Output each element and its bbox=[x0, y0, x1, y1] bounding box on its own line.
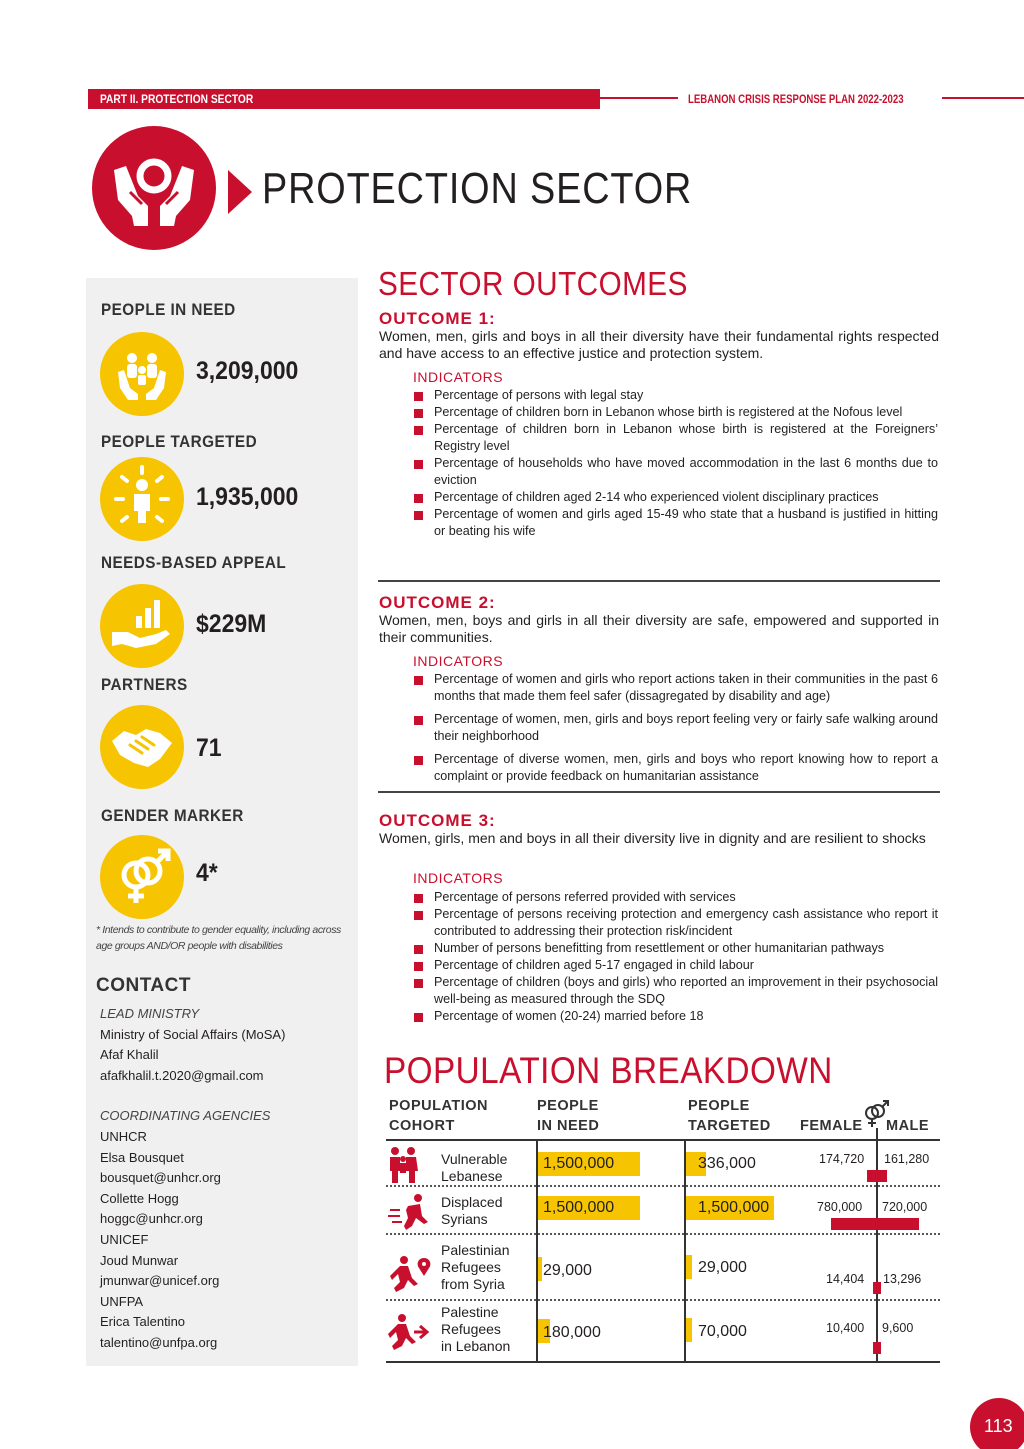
gender-marker-footnote bbox=[96, 922, 351, 954]
indicator-item: Number of persons benefitting from resettlement or other humanitarian pathways bbox=[413, 940, 938, 957]
in-need-value: 1,500,000 bbox=[543, 1199, 615, 1216]
header-divider bbox=[942, 97, 1024, 99]
row-separator bbox=[386, 1185, 940, 1187]
header-line: POPULATION bbox=[389, 1098, 488, 1114]
stat-value-people-targeted: 1,935,000 bbox=[196, 483, 299, 511]
outcome-divider bbox=[378, 580, 940, 582]
header-line: PEOPLE bbox=[537, 1098, 599, 1114]
targeted-bar bbox=[686, 1255, 692, 1279]
in-need-value: 1,500,000 bbox=[543, 1155, 615, 1172]
contact-title: CONTACT bbox=[96, 975, 191, 996]
in-need-value: 29,000 bbox=[543, 1262, 592, 1279]
cohort-line: Refugees bbox=[441, 1321, 501, 1337]
protection-hands-icon bbox=[92, 126, 216, 250]
cohort-line: from Syria bbox=[441, 1276, 505, 1292]
stat-value-needs-based-appeal: $229M bbox=[196, 610, 267, 638]
male-bar bbox=[877, 1218, 919, 1230]
indicator-item: Percentage of women (20-24) married before 18 bbox=[413, 1008, 938, 1025]
contact-email[interactable]: hoggc@unhcr.org bbox=[100, 1211, 203, 1227]
contact-line: UNFPA bbox=[100, 1293, 144, 1309]
contact-email[interactable]: jmunwar@unicef.org bbox=[100, 1273, 220, 1289]
stat-label-people-in-need: PEOPLE IN NEED bbox=[101, 300, 236, 319]
stat-value-people-in-need: 3,209,000 bbox=[196, 357, 299, 385]
header-line: PEOPLE bbox=[688, 1098, 750, 1114]
contact-line: Erica Talentino bbox=[100, 1314, 186, 1330]
cohort-label bbox=[441, 1242, 510, 1293]
row-separator bbox=[386, 1299, 940, 1301]
cohort-line: Syrians bbox=[441, 1211, 488, 1227]
contact-line: Elsa Bousquet bbox=[100, 1149, 184, 1165]
header-people-targeted bbox=[688, 1096, 771, 1136]
gender-axis bbox=[876, 1128, 878, 1362]
coordinating-agencies-heading: COORDINATING AGENCIES bbox=[100, 1108, 271, 1124]
stat-label-needs-based-appeal: NEEDS-BASED APPEAL bbox=[101, 553, 287, 572]
outcome-3-text: Women, girls, men and boys in all their diversity live in dignity and are resilient to shocks bbox=[379, 830, 926, 846]
outcome-3-indicator-list bbox=[413, 889, 938, 1025]
family-hands-icon bbox=[100, 332, 184, 416]
contact-email[interactable]: bousquet@unhcr.org bbox=[100, 1170, 221, 1186]
hand-chart-icon bbox=[100, 584, 184, 668]
male-bar bbox=[877, 1342, 881, 1354]
female-value: 14,404 bbox=[826, 1272, 865, 1286]
indicator-item: Percentage of children aged 5-17 engaged in child labour bbox=[413, 957, 938, 974]
indicator-item: Percentage of persons receiving protection and emergency cash assistance who report it contributed to addressing their protection risk/incident bbox=[413, 906, 938, 940]
contact-line: Ministry of Social Affairs (MoSA) bbox=[100, 1026, 286, 1042]
footnote-text: Intends to contribute to gender equality, including across age groups AND/OR people with disabilities bbox=[96, 924, 341, 952]
lead-ministry-heading: LEAD MINISTRY bbox=[100, 1006, 200, 1021]
row-separator bbox=[386, 1233, 940, 1235]
female-value: 10,400 bbox=[826, 1321, 865, 1335]
cohort-line: Lebanese bbox=[441, 1168, 503, 1184]
outcome-1-heading: OUTCOME 1: bbox=[379, 309, 496, 328]
targeted-value: 1,500,000 bbox=[698, 1199, 770, 1216]
indicator-item: Percentage of households who have moved accommodation in the last 6 months due to eviction bbox=[413, 455, 938, 489]
targeted-value: 29,000 bbox=[698, 1259, 747, 1276]
header-people-in-need bbox=[537, 1096, 599, 1136]
female-value: 174,720 bbox=[819, 1152, 865, 1166]
male-bar bbox=[877, 1170, 887, 1182]
male-value: 720,000 bbox=[882, 1200, 928, 1214]
contact-line: UNICEF bbox=[100, 1231, 149, 1247]
stat-label-partners: PARTNERS bbox=[101, 675, 188, 694]
contact-email[interactable]: afafkhalil.t.2020@gmail.com bbox=[100, 1067, 264, 1083]
male-value: 13,296 bbox=[883, 1272, 922, 1286]
header-female: FEMALE bbox=[800, 1118, 863, 1134]
outcome-2-text: Women, men, boys and girls in all their diversity are safe, empowered and supported in their communities. bbox=[379, 612, 939, 645]
gender-symbol-icon bbox=[860, 1098, 890, 1128]
outcome-2-heading: OUTCOME 2: bbox=[379, 593, 496, 612]
outcome-1-indicator-list bbox=[413, 387, 938, 540]
cohort-line: Displaced bbox=[441, 1194, 503, 1210]
indicator-item: Percentage of diverse women, men, girls and boys who report knowing how to report a complaint or provide feedback on humanitarian assistance bbox=[413, 751, 938, 785]
walking-person-arrow-icon bbox=[386, 1312, 432, 1352]
in-need-bar bbox=[538, 1257, 542, 1281]
stat-label-gender-marker: GENDER MARKER bbox=[101, 806, 244, 825]
handshake-icon bbox=[100, 705, 184, 789]
title-arrow-icon bbox=[228, 170, 252, 214]
male-bar bbox=[877, 1282, 881, 1294]
indicator-item: Percentage of women and girls aged 15-49 who state that a husband is justified in hitting or beating his wife bbox=[413, 506, 938, 540]
family-icon bbox=[386, 1145, 432, 1185]
targeted-bar bbox=[686, 1318, 692, 1342]
cohort-line: Palestinian bbox=[441, 1242, 510, 1258]
cohort-label bbox=[441, 1304, 510, 1355]
contact-line: Collette Hogg bbox=[100, 1190, 179, 1206]
cohort-line: Palestine bbox=[441, 1304, 499, 1320]
indicator-item: Percentage of children born in Lebanon whose birth is registered at the Foreigners’ Registry level bbox=[413, 421, 938, 455]
population-breakdown-title: POPULATION BREAKDOWN bbox=[384, 1050, 833, 1091]
cohort-line: in Lebanon bbox=[441, 1338, 511, 1354]
page-number-badge bbox=[970, 1398, 1024, 1449]
header-line: COHORT bbox=[389, 1118, 455, 1134]
male-value: 9,600 bbox=[882, 1321, 914, 1335]
targeted-value: 70,000 bbox=[698, 1323, 747, 1340]
outcome-3-heading: OUTCOME 3: bbox=[379, 811, 496, 830]
outcome-2-indicator-list bbox=[413, 671, 938, 785]
targeted-value: 336,000 bbox=[698, 1155, 756, 1172]
female-value: 780,000 bbox=[817, 1200, 863, 1214]
header-section-bar bbox=[88, 89, 600, 109]
female-bar bbox=[831, 1218, 877, 1230]
stat-label-people-targeted: PEOPLE TARGETED bbox=[101, 432, 258, 451]
outcome-divider bbox=[378, 791, 940, 793]
contact-email[interactable]: talentino@unfpa.org bbox=[100, 1334, 218, 1350]
page-number: 113 bbox=[984, 1416, 1013, 1436]
cohort-label bbox=[441, 1151, 507, 1185]
indicator-item: Percentage of children born in Lebanon whose birth is registered at the Nofous level bbox=[413, 404, 938, 421]
stat-value-partners: 71 bbox=[196, 734, 222, 762]
header-line: IN NEED bbox=[537, 1118, 600, 1134]
outcome-1-indicators-label: INDICATORS bbox=[413, 369, 504, 385]
indicator-item: Percentage of persons referred provided with services bbox=[413, 889, 938, 906]
contact-list bbox=[100, 1004, 350, 1354]
indicator-item: Percentage of women and girls who report actions taken in their communities in the past 6 months that made them feel safer (dissagregated by disability and age) bbox=[413, 671, 938, 705]
male-value: 161,280 bbox=[884, 1152, 930, 1166]
running-person-icon bbox=[386, 1192, 432, 1232]
outcome-2-indicators-label: INDICATORS bbox=[413, 653, 504, 669]
indicator-item: Percentage of children (boys and girls) who reported an improvement in their psychosocial well-being as measured through the SDQ bbox=[413, 974, 938, 1008]
header-line: TARGETED bbox=[688, 1118, 771, 1134]
cohort-line: Vulnerable bbox=[441, 1151, 508, 1167]
contact-line: UNHCR bbox=[100, 1128, 147, 1144]
page-title: PROTECTION SECTOR bbox=[262, 164, 693, 213]
header-population-cohort bbox=[389, 1096, 488, 1136]
person-target-icon bbox=[100, 457, 184, 541]
cohort-label bbox=[441, 1194, 502, 1228]
outcome-3-indicators-label: INDICATORS bbox=[413, 870, 504, 886]
header-male: MALE bbox=[886, 1118, 930, 1134]
header-divider bbox=[600, 97, 678, 99]
spacer bbox=[100, 1086, 350, 1106]
stat-value-gender-marker: 4* bbox=[196, 859, 218, 887]
indicator-item: Percentage of persons with legal stay bbox=[413, 387, 938, 404]
in-need-value: 180,000 bbox=[543, 1324, 601, 1341]
outcome-1-text: Women, men, girls and boys in all their diversity have their fundamental rights respected and have access to an effective justice and protection system. bbox=[379, 328, 939, 361]
header-document-title: LEBANON CRISIS RESPONSE PLAN 2022-2023 bbox=[688, 92, 904, 106]
contact-line: Afaf Khalil bbox=[100, 1047, 159, 1063]
indicator-item: Percentage of women, men, girls and boys report feeling very or fairly safe walking around their neighborhood bbox=[413, 711, 938, 745]
contact-line: Joud Munwar bbox=[100, 1252, 179, 1268]
gender-icon bbox=[100, 835, 184, 919]
table-header-rule bbox=[386, 1139, 940, 1141]
footnote-star: * bbox=[96, 924, 100, 936]
cohort-line: Refugees bbox=[441, 1259, 501, 1275]
table-bottom-rule bbox=[386, 1361, 940, 1363]
female-bar bbox=[867, 1170, 877, 1182]
indicator-item: Percentage of children aged 2-14 who experienced violent disciplinary practices bbox=[413, 489, 938, 506]
sector-outcomes-title: SECTOR OUTCOMES bbox=[378, 265, 688, 302]
header-section-label: PART II. PROTECTION SECTOR bbox=[100, 92, 254, 106]
walking-person-pin-icon bbox=[386, 1254, 432, 1294]
